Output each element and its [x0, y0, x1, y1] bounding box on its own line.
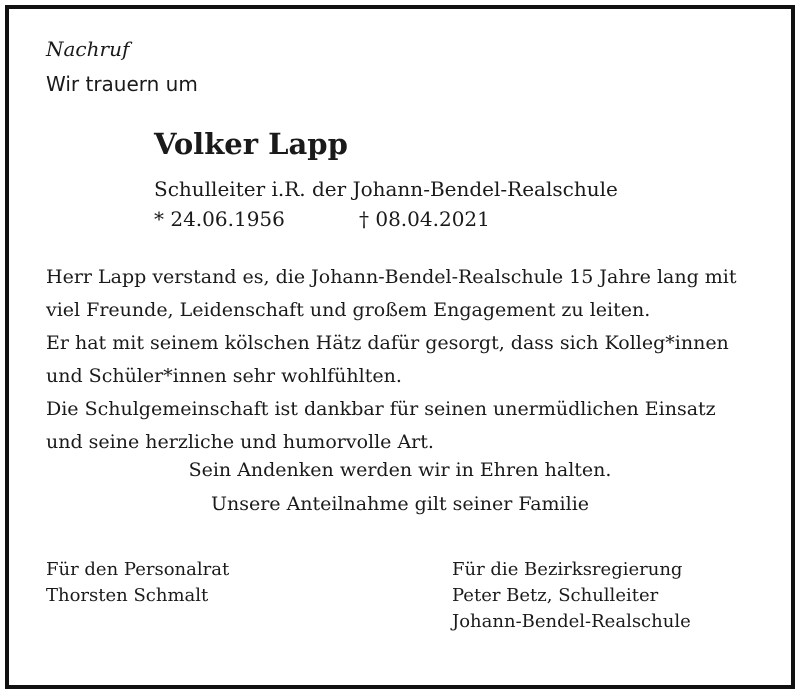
intro-text: Wir trauern um: [46, 72, 198, 96]
signature-personalrat: [46, 557, 229, 609]
signature-bezirksregierung: [452, 557, 691, 635]
body-line: und Schüler*innen sehr wohlfühlten.: [46, 365, 402, 387]
body-line: Er hat mit seinem kölschen Hätz dafür gesorgt, dass sich Kolleg*innen: [46, 332, 729, 354]
signature-line: Peter Betz, Schulleiter: [452, 585, 659, 606]
closing-line-remembrance: Sein Andenken werden wir in Ehren halten.: [188, 459, 612, 481]
birth-date: * 24.06.1956: [154, 207, 285, 231]
obituary-body: [46, 261, 766, 459]
notice-label: Nachruf: [46, 37, 130, 61]
deceased-name: Volker Lapp: [154, 127, 348, 161]
deceased-role: Schulleiter i.R. der Johann-Bendel-Realschule: [154, 177, 618, 201]
body-line: und seine herzliche und humorvolle Art.: [46, 431, 434, 453]
signature-line: Johann-Bendel-Realschule: [452, 611, 691, 632]
death-date: † 08.04.2021: [359, 207, 490, 231]
signature-line: Thorsten Schmalt: [46, 585, 209, 606]
signature-line: Für den Personalrat: [46, 559, 230, 580]
body-line: viel Freunde, Leidenschaft und großem Engagement zu leiten.: [46, 299, 651, 321]
body-line: Die Schulgemeinschaft ist dankbar für seinen unermüdlichen Einsatz: [46, 398, 716, 420]
closing-line-condolence: Unsere Anteilnahme gilt seiner Familie: [210, 493, 590, 515]
signature-line: Für die Bezirksregierung: [452, 559, 683, 580]
body-line: Herr Lapp verstand es, die Johann-Bendel-Realschule 15 Jahre lang mit: [46, 266, 737, 288]
obituary-frame: [5, 5, 795, 689]
